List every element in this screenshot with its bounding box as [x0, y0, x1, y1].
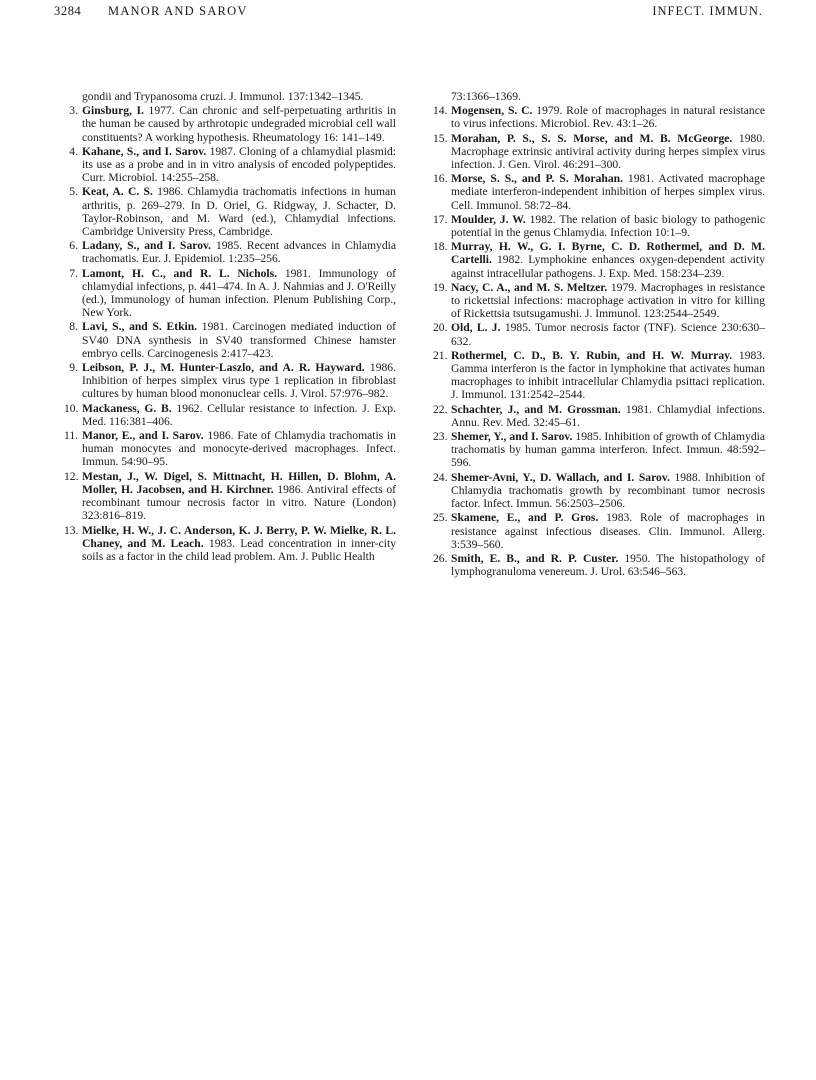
- reference-authors: Mogensen, S. C.: [451, 104, 533, 118]
- reference-number: 4.: [69, 144, 78, 158]
- reference-authors: Shemer, Y., and I. Sarov.: [451, 430, 573, 444]
- reference-text: 1982. The relation of basic biology to pathogenic potential in the genus Chlamydia. Infection 10:1–9.: [451, 212, 765, 240]
- reference-text: 1987. Cloning of a chlamydial plasmid: its use as a probe and in in vitro analysis of encoded polypeptides. Curr. Microbiol. 14:255–258.: [82, 144, 396, 185]
- page-header: [54, 4, 763, 26]
- reference-text: 1986. Antiviral effects of recombinant tumour necrosis factor in vitro. Nature (London) 323:816–819.: [82, 482, 397, 523]
- reference-text: 1983. Gamma interferon is the factor in lymphokine that activates human macrophages to inhibit intracellular Chlamydia psittaci replication. J. Immunol. 131:2542–2544.: [451, 348, 765, 402]
- reference-number: 10.: [64, 401, 79, 415]
- reference-number: 19.: [433, 280, 448, 294]
- reference-entry: [423, 321, 765, 347]
- reference-number: 14.: [433, 104, 448, 118]
- reference-number: 12.: [64, 469, 79, 483]
- reference-number: 25.: [433, 511, 448, 525]
- reference-text: 1983. Role of macrophages in resistance against infectious diseases. Clin. Immunol. Allerg. 3:539–560.: [451, 511, 765, 551]
- reference-number: 9.: [69, 361, 78, 375]
- reference-entry: [423, 511, 765, 551]
- reference-number: 3.: [69, 104, 78, 118]
- reference-entry: [423, 281, 765, 321]
- reference-authors: Keat, A. C. S.: [82, 185, 153, 199]
- reference-text: 1986. Chlamydia trachomatis infections in human arthritis, p. 269–279. In D. Oriel, G. Ridgway, J. Schacter, D. Taylor-Robinson, and M. Ward (ed.), Chlamydial infections. Cambridge University Press, Cambridge.: [82, 185, 396, 239]
- reference-text: 1979. Macrophages in resistance to rickettsial infections: macrophage activation in vitro for killing of Rickettsia tsutsugamushi. J. Immunol. 123:2544–2549.: [451, 280, 765, 321]
- reference-entry: [54, 267, 396, 320]
- reference-text: 1980. Macrophage extrinsic antiviral activity during herpes simplex virus infection. J. Gen. Virol. 46:291–300.: [451, 131, 766, 172]
- running-head-authors: MANOR AND SAROV: [108, 4, 248, 18]
- reference-authors: Moulder, J. W.: [451, 212, 526, 226]
- reference-number: 5.: [69, 185, 78, 199]
- reference-entry: [423, 213, 765, 239]
- reference-entry: [423, 172, 765, 212]
- reference-number: 6.: [69, 239, 78, 253]
- reference-entry: [423, 430, 765, 470]
- reference-number: 22.: [433, 402, 448, 416]
- reference-text: 1983. Lead concentration in inner-city soils as a factor in the child lead problem. Am. J. Public Health: [82, 536, 396, 563]
- reference-text: 1981. Immunology of chlamydial infections, p. 441–474. In A. J. Nahmias and J. O'Reilly (ed.), Immunology of human infection. Plenum Publishing Corp., New York.: [82, 266, 396, 320]
- reference-text: 1986. Inhibition of herpes simplex virus type 1 replication in fibroblast cultures by human blood mononuclear cells. J. Virol. 57:976–982.: [82, 361, 396, 401]
- reference-number: 24.: [433, 470, 448, 484]
- reference-entry: [423, 240, 765, 280]
- reference-entry: [54, 320, 396, 360]
- reference-text: 1962. Cellular resistance to infection. J. Exp. Med. 116:381–406.: [82, 401, 396, 428]
- running-head-journal: INFECT. IMMUN.: [652, 4, 763, 18]
- reference-authors: Nacy, C. A., and M. S. Meltzer.: [451, 280, 608, 294]
- reference-entry: [423, 132, 765, 172]
- reference-text: 1988. Inhibition of Chlamydia trachomatis growth by recombinant tumor necrosis factor. Infect. Immun. 56:2503–2506.: [451, 470, 765, 511]
- reference-authors: Old, L. J.: [451, 321, 501, 335]
- reference-authors: Schachter, J., and M. Grossman.: [451, 402, 621, 416]
- reference-text: 1981. Carcinogen mediated induction of SV40 DNA synthesis in SV40 transformed Chinese hamster embryo cells. Carcinogenesis 2:417–423.: [82, 320, 396, 360]
- reference-number: 21.: [433, 348, 448, 362]
- reference-entry: [423, 104, 765, 130]
- reference-number: 15.: [433, 131, 448, 145]
- reference-text: 1981. Activated macrophage mediate interferon-independent inhibition of herpes simplex virus. Cell. Immunol. 58:72–84.: [451, 172, 765, 212]
- reference-entry: [54, 104, 396, 144]
- reference-number: 17.: [433, 212, 448, 226]
- reference-number: 18.: [433, 240, 448, 254]
- reference-number: 26.: [433, 551, 448, 565]
- reference-authors: Lamont, H. C., and R. L. Nichols.: [82, 266, 278, 280]
- reference-number: 7.: [69, 266, 78, 280]
- reference-entry: [54, 361, 396, 401]
- reference-entry: [54, 185, 396, 238]
- reference-authors: Ginsburg, I.: [82, 104, 144, 118]
- reference-authors: Kahane, S., and I. Sarov.: [82, 144, 207, 158]
- reference-entry: [423, 471, 765, 511]
- reference-text: 1950. The histopathology of lymphogranuloma venereum. J. Urol. 63:546–563.: [451, 551, 765, 579]
- reference-entry: [54, 429, 396, 469]
- reference-authors: Ladany, S., and I. Sarov.: [82, 239, 212, 253]
- reference-authors: Smith, E. B., and R. P. Custer.: [451, 551, 619, 565]
- reference-number: 20.: [433, 321, 448, 335]
- reference-entry: [54, 524, 396, 564]
- reference-text: 1985. Recent advances in Chlamydia trachomatis. Eur. J. Epidemiol. 1:235–256.: [82, 239, 396, 266]
- reference-authors: Mestan, J., W. Digel, S. Mittnacht, H. Hillen, D. Blohm, A. Moller, H. Jacobsen, and H. Kirchner.: [82, 469, 396, 496]
- reference-text: 1985. Tumor necrosis factor (TNF). Science 230:630–632.: [451, 321, 765, 348]
- reference-authors: Mielke, H. W., J. C. Anderson, K. J. Berry, P. W. Mielke, R. L. Chaney, and M. Leach.: [82, 523, 396, 550]
- reference-authors: Skamene, E., and P. Gros.: [451, 511, 599, 525]
- reference-authors: Leibson, P. J., M. Hunter-Laszlo, and A. R. Hayward.: [82, 361, 365, 375]
- reference-entry: [54, 470, 396, 523]
- reference-entry: [423, 349, 765, 402]
- reference-number: 8.: [69, 320, 78, 334]
- reference-text: 1982. Lymphokine enhances oxygen-dependent activity against intracellular pathogens. J. Exp. Med. 158:234–239.: [451, 253, 765, 280]
- references-left-column: [54, 90, 396, 564]
- reference-entry: [54, 90, 396, 103]
- reference-text: 1979. Role of macrophages in natural resistance to virus infections. Microbiol. Rev. 43:1–26.: [451, 104, 765, 131]
- reference-text: 1986. Fate of Chlamydia trachomatis in human monocytes and monocyte-derived macrophages. Infect. Immun. 54:90–95.: [82, 429, 396, 469]
- reference-entry: [423, 552, 765, 578]
- reference-text: 1977. Can chronic and self-perpetuating arthritis in the human be caused by arthrotopic undegraded microbial cell wall constituents? A working hypothesis. Rheumatology 16: 141–149.: [82, 104, 396, 144]
- reference-authors: Lavi, S., and S. Etkin.: [82, 320, 198, 334]
- reference-number: 16.: [433, 172, 448, 186]
- reference-number: 23.: [433, 430, 448, 444]
- reference-entry: [54, 239, 396, 265]
- reference-authors: Manor, E., and I. Sarov.: [82, 429, 204, 443]
- reference-authors: Shemer-Avni, Y., D. Wallach, and I. Sarov.: [451, 470, 670, 484]
- reference-entry: [54, 402, 396, 428]
- reference-authors: Morahan, P. S., S. S. Morse, and M. B. McGeorge.: [451, 131, 733, 145]
- reference-text: 1981. Chlamydial infections. Annu. Rev. Med. 32:45–61.: [451, 402, 765, 429]
- reference-authors: Rothermel, C. D., B. Y. Rubin, and H. W. Murray.: [451, 348, 733, 362]
- reference-entry: [54, 145, 396, 185]
- page-number: 3284: [54, 4, 82, 18]
- reference-text: 73:1366–1369.: [451, 90, 521, 103]
- reference-entry: [423, 403, 765, 429]
- reference-authors: Murray, H. W., G. I. Byrne, C. D. Rothermel, and D. M. Cartelli.: [451, 240, 765, 267]
- reference-number: 11.: [64, 429, 79, 443]
- reference-authors: Morse, S. S., and P. S. Morahan.: [451, 172, 623, 186]
- reference-number: 13.: [64, 523, 79, 537]
- reference-text: 1985. Inhibition of growth of Chlamydia trachomatis by human gamma interferon. Infect. Immun. 48:592–596.: [451, 430, 765, 470]
- reference-entry: [423, 90, 765, 103]
- reference-text: gondii and Trypanosoma cruzi. J. Immunol. 137:1342–1345.: [82, 90, 364, 103]
- references-right-column: [423, 90, 765, 579]
- reference-authors: Mackaness, G. B.: [82, 401, 172, 415]
